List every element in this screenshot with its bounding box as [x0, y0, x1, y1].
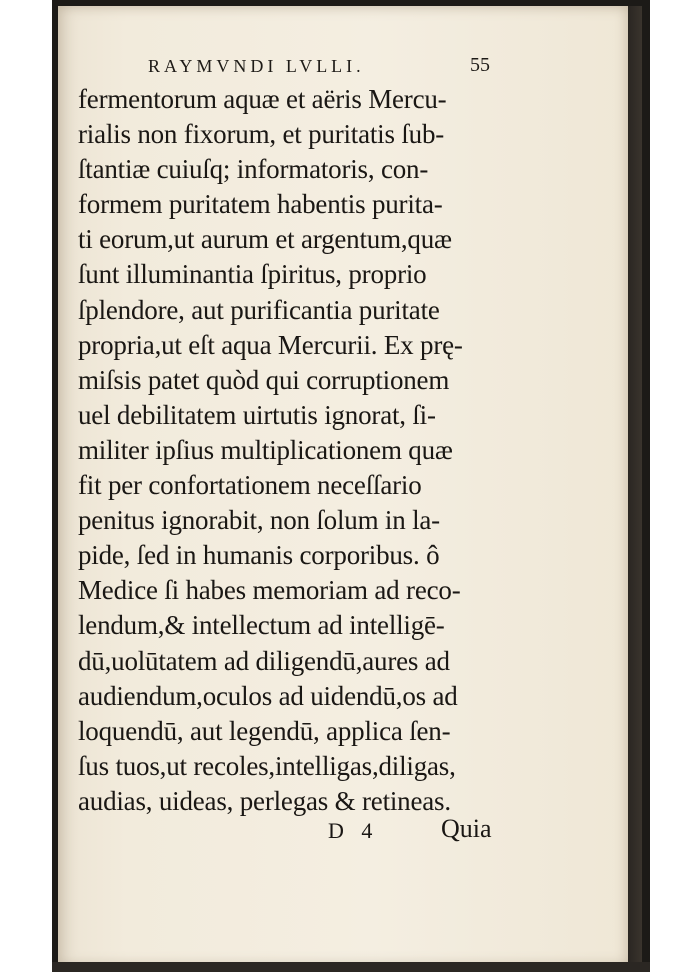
signature-mark: D 4 — [328, 818, 379, 843]
text-line: Medice ſi habes memoriam ad reco- — [78, 575, 461, 606]
text-line: militer ipſius multiplicationem quæ — [78, 434, 453, 465]
body-text — [78, 82, 518, 819]
text-line: loquendū, aut legendū, applica ſen- — [78, 715, 451, 746]
text-line: audias, uideas, perlegas & retineas. — [78, 785, 451, 816]
text-line: audiendum,oculos ad uidendū,os ad — [78, 680, 458, 711]
text-line: ſunt illuminantia ſpiritus, proprio — [78, 259, 427, 290]
text-line: ſplendore, aut purificantia puritate — [78, 294, 440, 325]
text-line: pide, ſed in humanis corporibus. ô — [78, 540, 440, 571]
text-line: uel debilitatem uirtutis ignorat, ſi- — [78, 399, 436, 430]
text-line: ti eorum,ut aurum et argentum,quæ — [78, 224, 452, 255]
page-number: 55 — [470, 54, 490, 76]
text-line: penitus ignorabit, non ſolum in la- — [78, 505, 440, 536]
text-line: fit per confortationem neceſſario — [78, 470, 422, 501]
text-line: ſtantiæ cuiuſq; informatoris, con- — [78, 154, 429, 185]
text-line: dū,uolūtatem ad diligendū,aures ad — [78, 645, 450, 676]
text-line: lendum,& intellectum ad intelligē- — [78, 610, 445, 641]
running-head: RAYMVNDI LVLLI. — [148, 56, 365, 76]
text-line: formem puritatem habentis purita- — [78, 189, 443, 220]
catchword: Quia — [441, 814, 492, 843]
page-gutter-shadow — [628, 6, 642, 966]
text-line: ſus tuos,ut recoles,intelligas,diligas, — [78, 750, 456, 781]
text-line: miſsis patet quòd qui corruptionem — [78, 364, 450, 395]
text-line: rialis non fixorum, et puritatis ſub- — [78, 119, 445, 150]
text-line: fermentorum aquæ et aëris Mercu- — [78, 84, 447, 114]
page-bottom-edge — [52, 962, 650, 972]
text-line: propria,ut eſt aqua Mercurii. Ex prę- — [78, 329, 463, 360]
